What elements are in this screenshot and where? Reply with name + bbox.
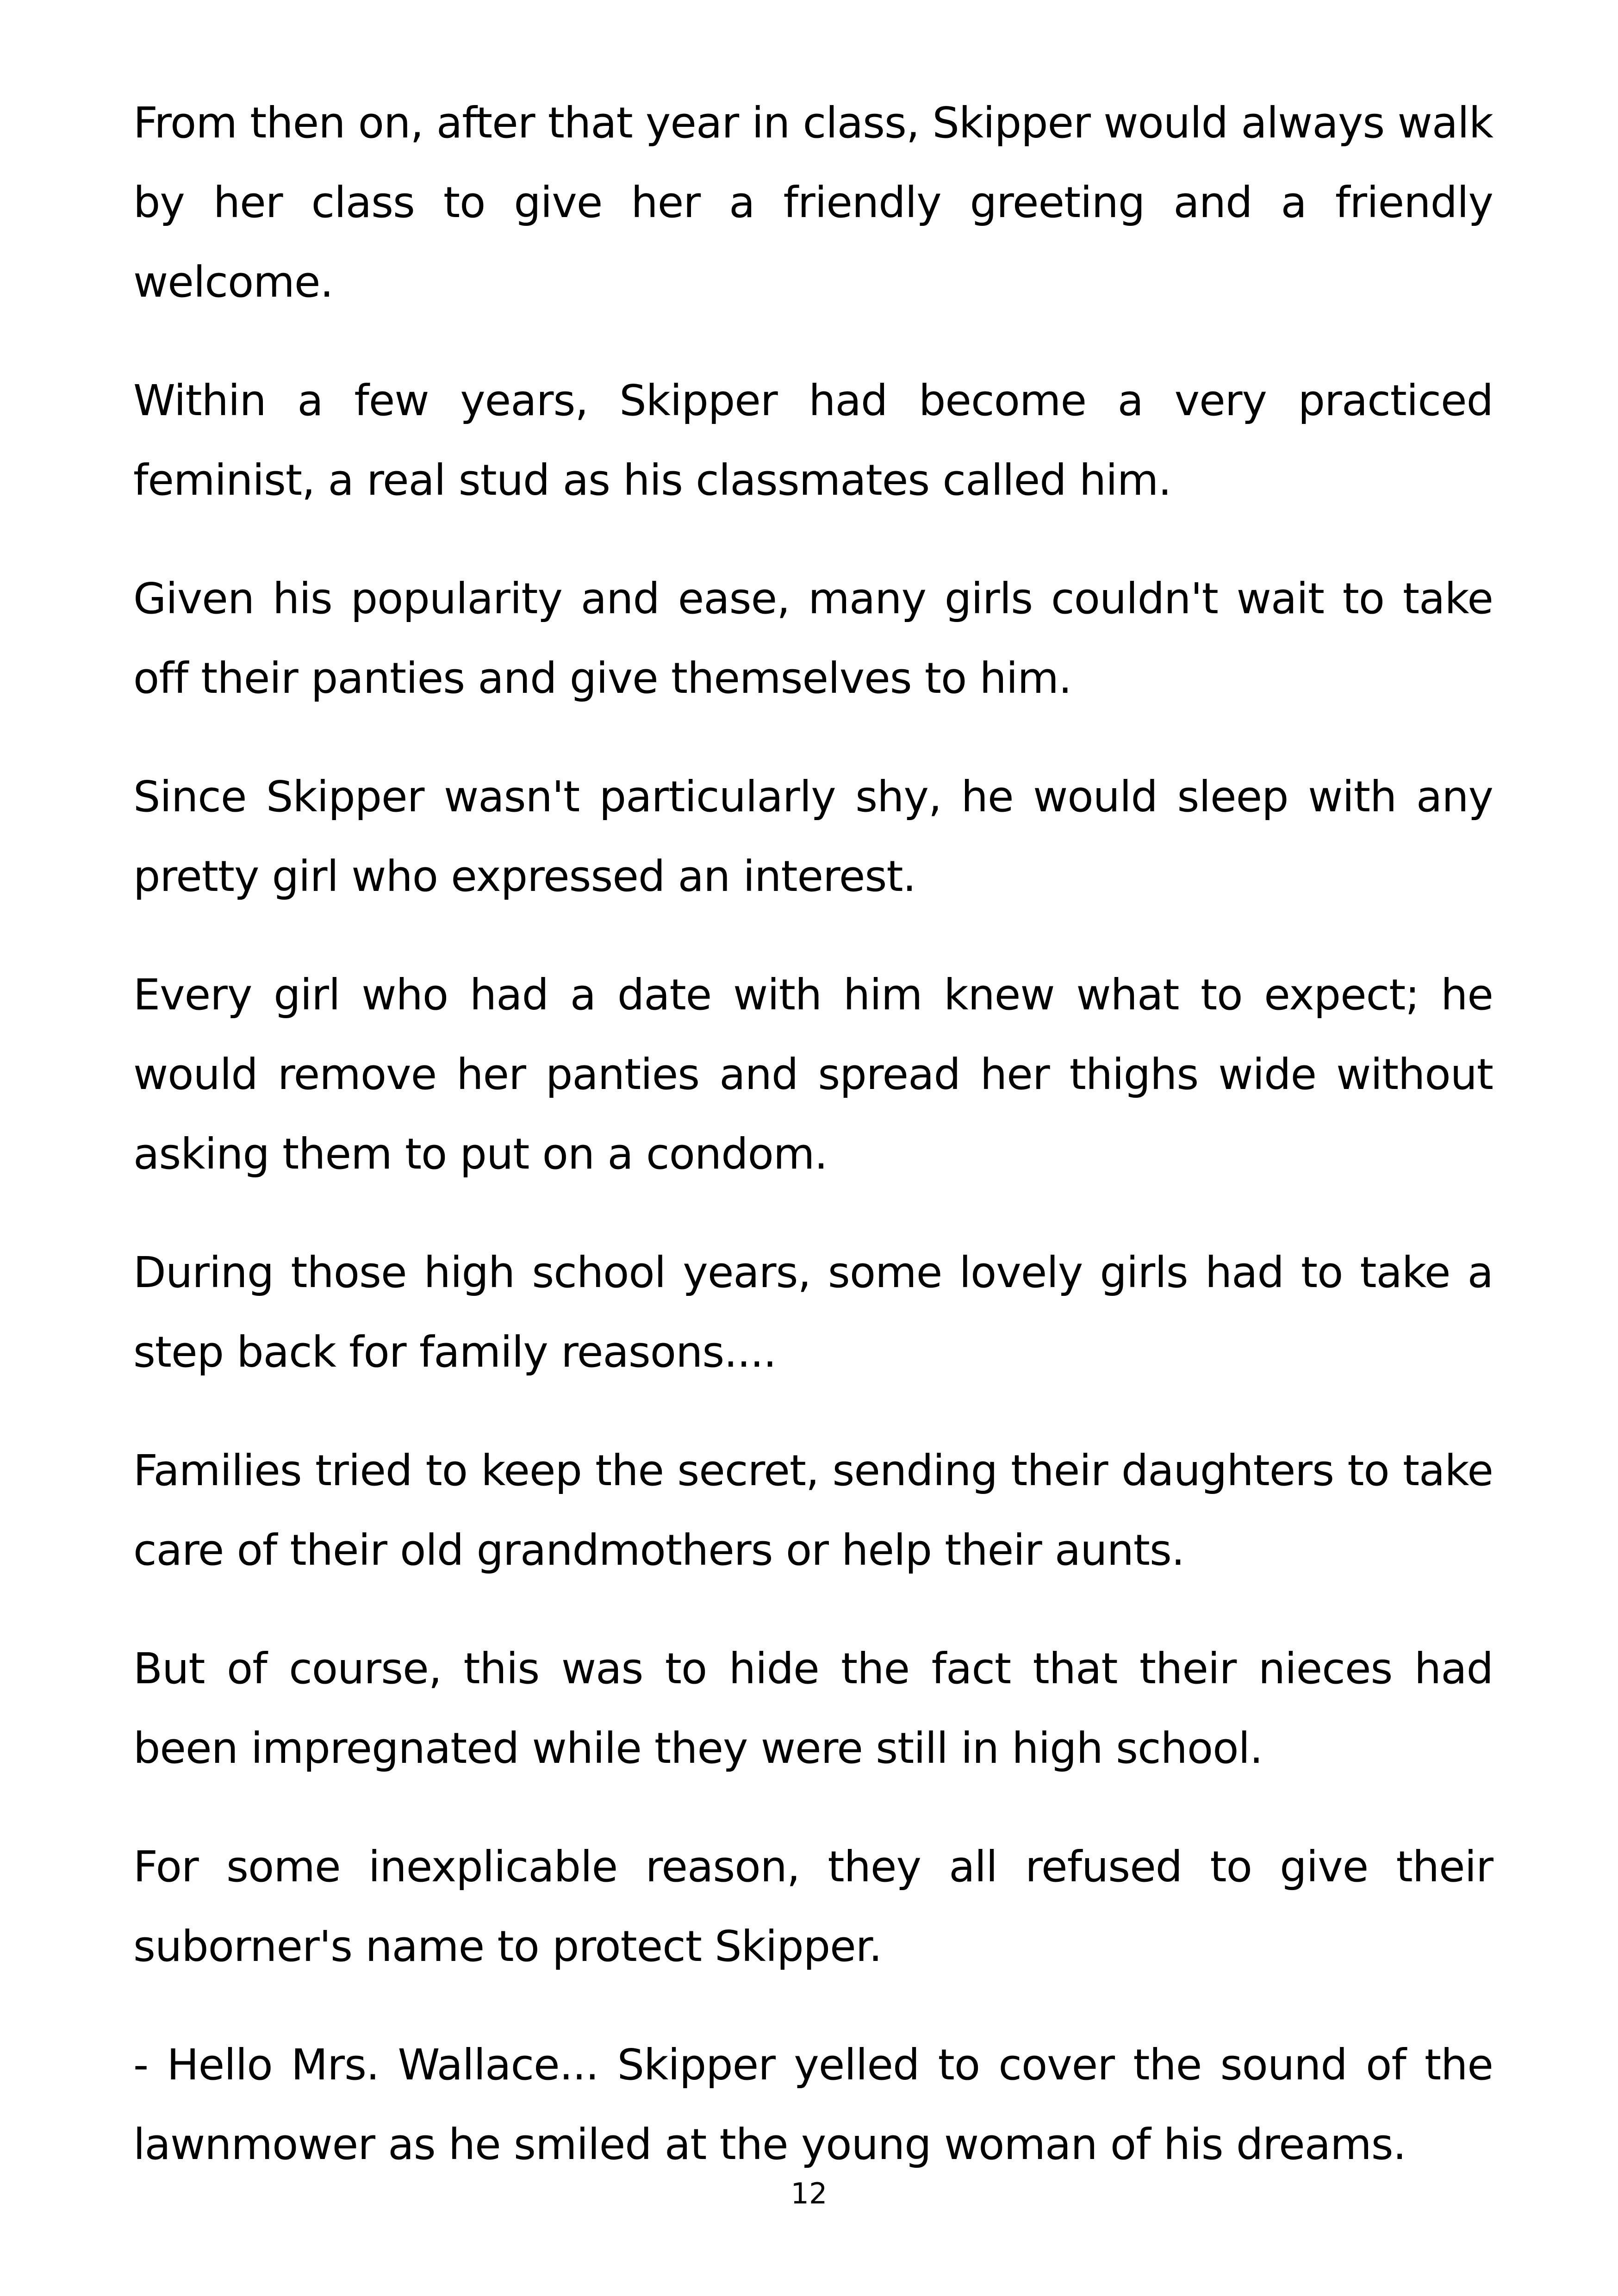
paragraph: Since Skipper wasn't particularly shy, he would sleep with any pretty girl who expressed an interest.	[133, 772, 1493, 901]
paragraph: Given his popularity and ease, many girls couldn't wait to take off their panties and give themselves to him.	[133, 574, 1493, 703]
page-number: 12	[790, 2177, 828, 2210]
paragraph: But of course, this was to hide the fact that their nieces had been impregnated while they were still in high school.	[133, 1644, 1493, 1773]
paragraph: - Hello Mrs. Wallace... Skipper yelled to cover the sound of the lawnmower as he smiled at the young woman of his dreams.	[133, 2040, 1493, 2169]
paragraph: Within a few years, Skipper had become a very practiced feminist, a real stud as his classmates called him.	[133, 376, 1493, 505]
paragraph: For some inexplicable reason, they all refused to give their suborner's name to protect Skipper.	[133, 1842, 1493, 1971]
paragraph: Families tried to keep the secret, sending their daughters to take care of their old grandmothers or help their aunts.	[133, 1446, 1493, 1575]
paragraph: Every girl who had a date with him knew what to expect; he would remove her panties and spread her thighs wide without asking them to put on a condom.	[133, 970, 1493, 1179]
page-body	[133, 83, 1493, 2223]
paragraph: From then on, after that year in class, Skipper would always walk by her class to give her a friendly greeting and a friendly welcome.	[133, 98, 1493, 307]
paragraph: During those high school years, some lovely girls had to take a step back for family reasons....	[133, 1248, 1493, 1377]
